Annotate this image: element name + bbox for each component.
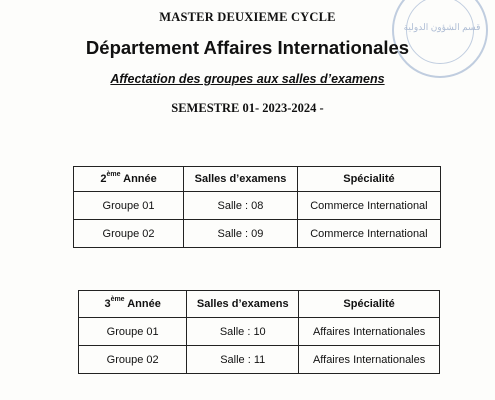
group-cell: Groupe 01 [74, 192, 184, 220]
specialty-cell: Commerce International [297, 192, 440, 220]
assignment-subtitle: Affectation des groupes aux salles d’examens [110, 72, 385, 86]
second-year-table [73, 166, 441, 248]
room-cell: Salle : 09 [184, 220, 298, 248]
year-header [74, 167, 184, 192]
stamp-text: قسم الشؤون الدولية [403, 22, 481, 32]
year-number: 3 [104, 298, 111, 310]
table-header-row [74, 167, 441, 192]
group-cell: Groupe 02 [74, 220, 184, 248]
department-title: Département Affaires Internationales [85, 37, 410, 58]
rooms-header: Salles d’examens [187, 291, 299, 318]
specialty-header: Spécialité [299, 291, 440, 318]
table-row [74, 192, 441, 220]
table-row [74, 220, 441, 248]
specialty-cell: Affaires Internationales [299, 318, 440, 346]
room-cell: Salle : 11 [187, 346, 299, 374]
year-superscript: ème [110, 296, 125, 303]
table-header-row [79, 291, 440, 318]
cycle-heading: MASTER DEUXIEME CYCLE [159, 10, 336, 24]
year-number: 2 [100, 173, 107, 185]
year-header [79, 291, 187, 318]
third-year-table [78, 290, 440, 374]
table-row [79, 346, 440, 374]
specialty-header: Spécialité [297, 167, 440, 192]
room-cell: Salle : 08 [184, 192, 298, 220]
specialty-cell: Commerce International [297, 220, 440, 248]
year-word: Année [124, 298, 161, 310]
room-cell: Salle : 10 [187, 318, 299, 346]
year-word: Année [120, 173, 157, 185]
year-superscript: ème [106, 171, 121, 178]
table-row [79, 318, 440, 346]
semester-heading: SEMESTRE 01- 2023-2024 - [171, 101, 324, 115]
rooms-header: Salles d’examens [184, 167, 298, 192]
specialty-cell: Affaires Internationales [299, 346, 440, 374]
group-cell: Groupe 01 [79, 318, 187, 346]
group-cell: Groupe 02 [79, 346, 187, 374]
